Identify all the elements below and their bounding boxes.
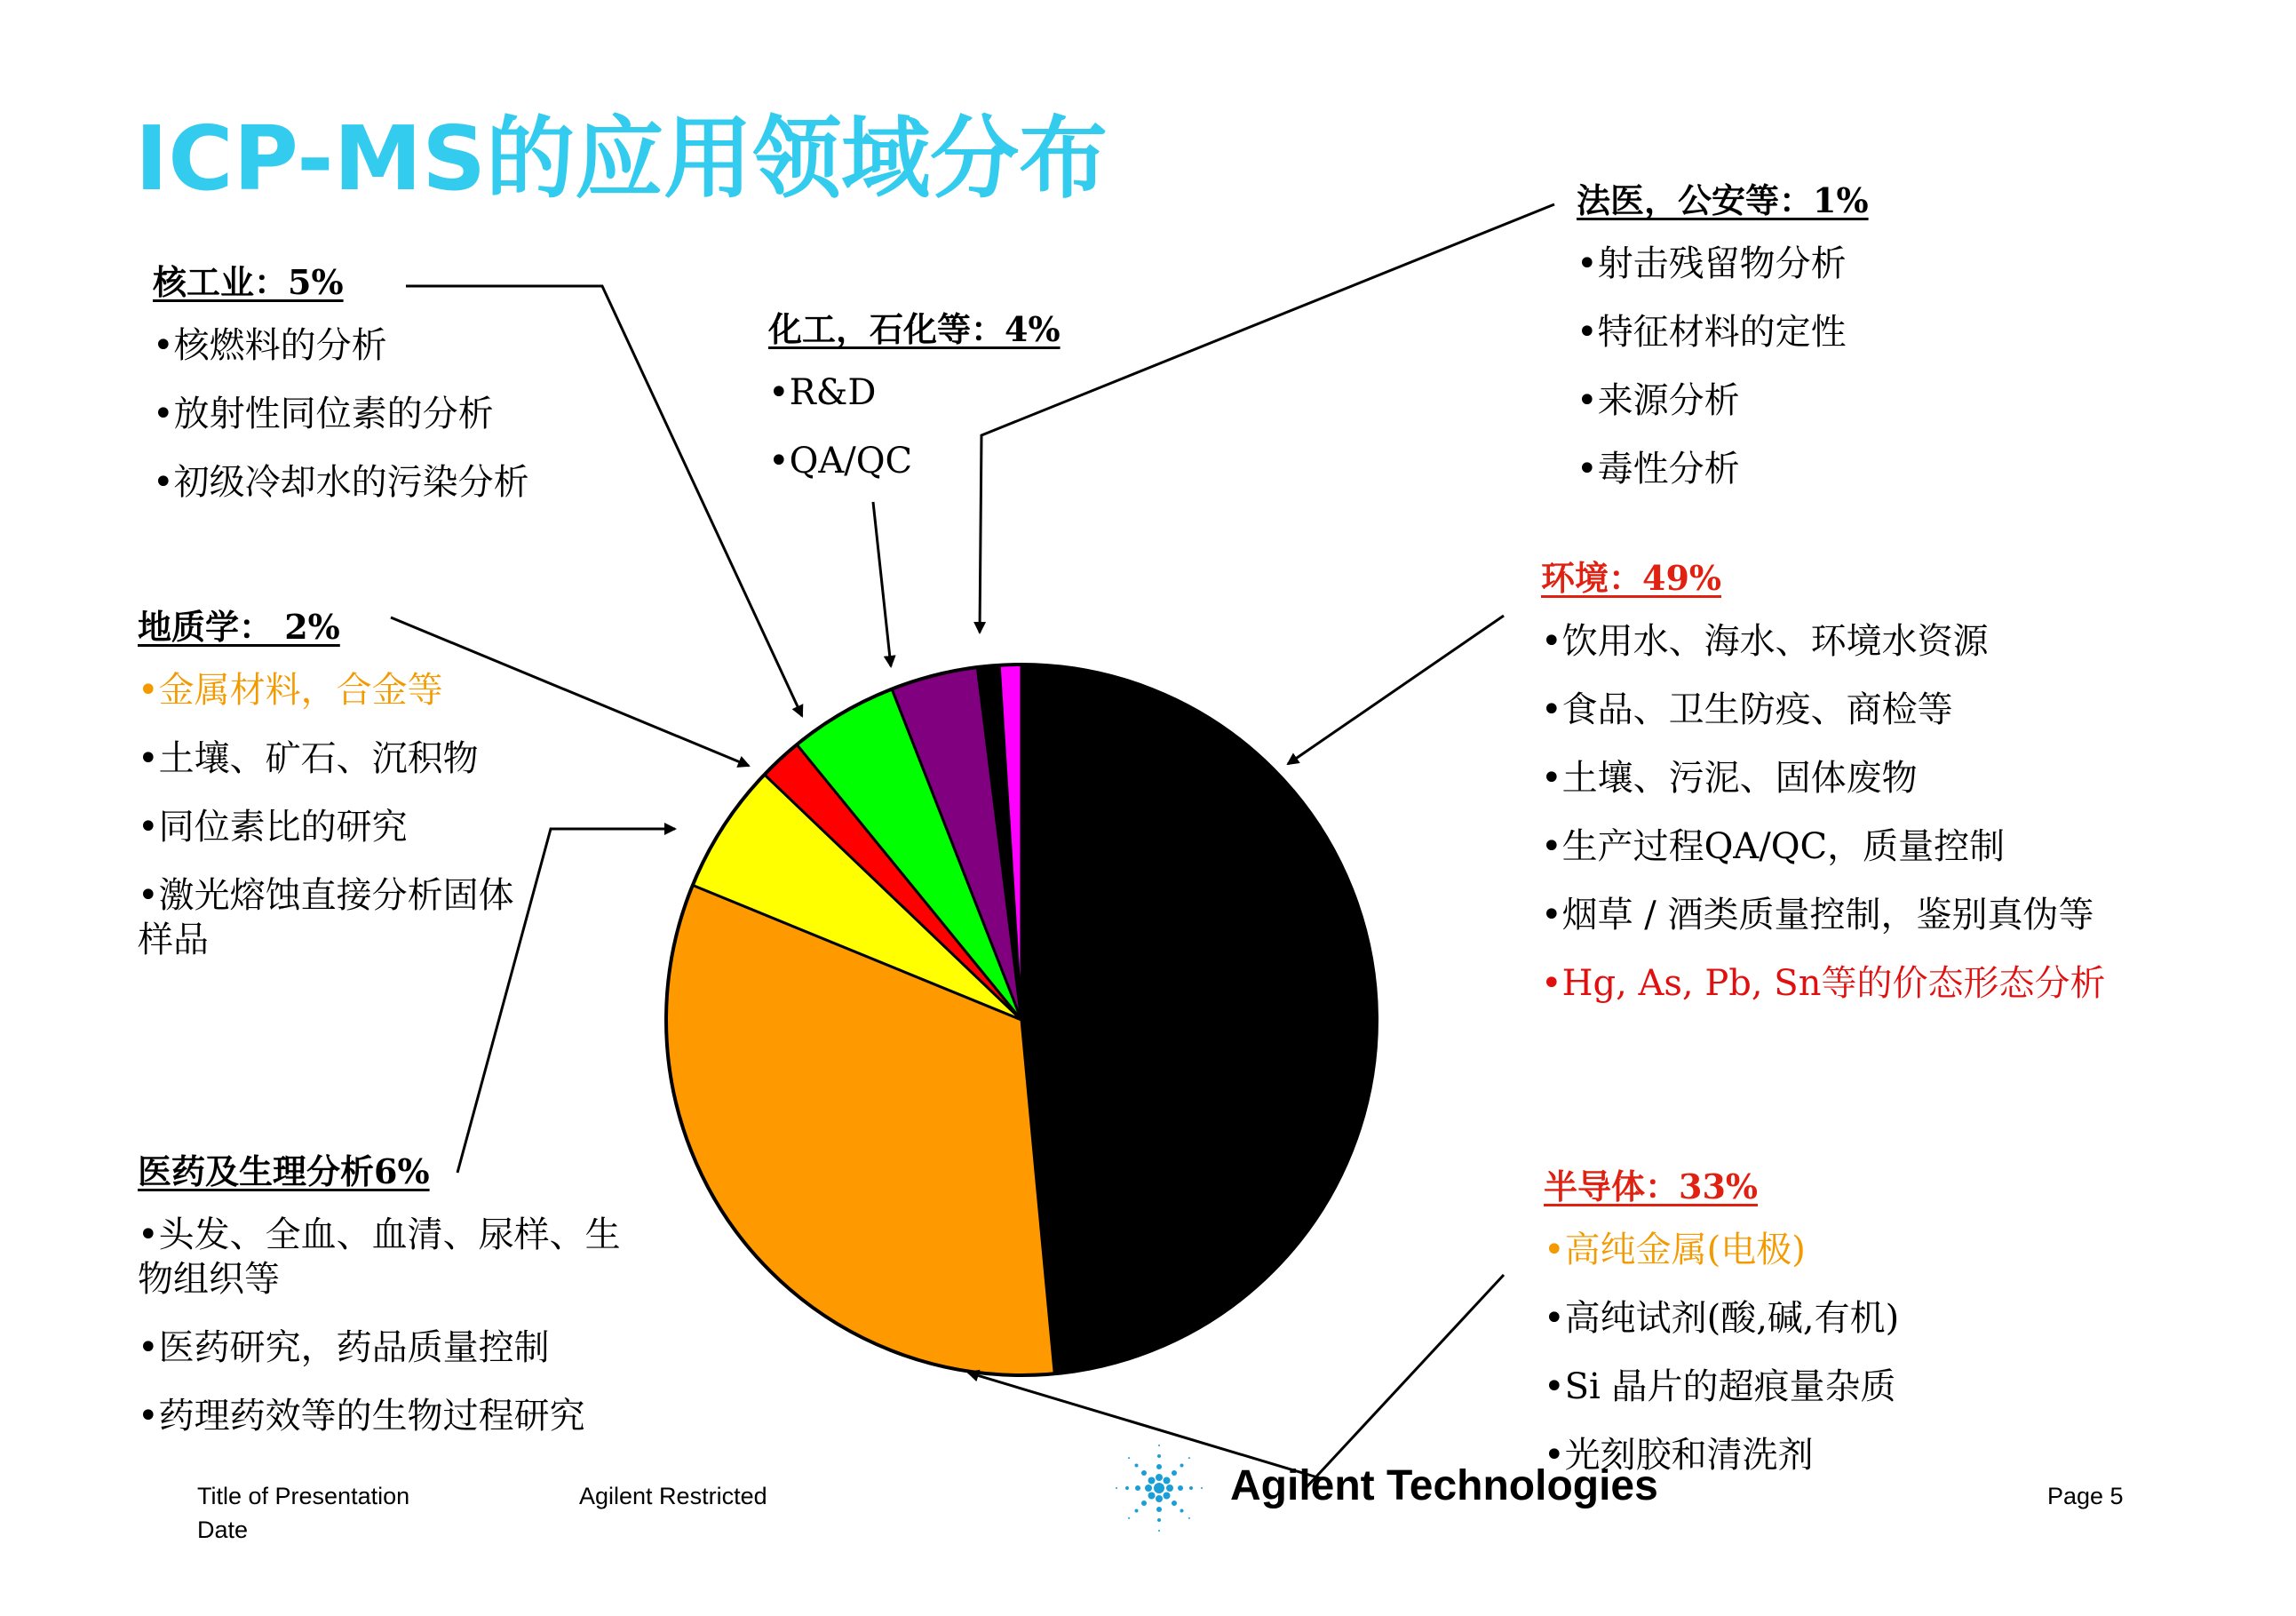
logo-dot — [1156, 1474, 1163, 1481]
logo-dot — [1116, 1487, 1117, 1489]
logo-dot — [1172, 1470, 1177, 1476]
logo-dot — [1135, 1485, 1140, 1491]
footer-date: Date — [197, 1516, 249, 1543]
chemical-item: •R&D — [768, 372, 877, 413]
logo-dot — [1166, 1485, 1173, 1492]
logo-dot — [1141, 1470, 1147, 1476]
logo-dot — [1201, 1487, 1203, 1489]
medical-item: •医药研究，药品质量控制 — [138, 1327, 550, 1368]
agilent-spark-logo-icon — [1101, 1439, 1217, 1537]
logo-dot — [1128, 1457, 1130, 1459]
geology-item: •同位素比的研究 — [138, 807, 408, 848]
logo-dot — [1135, 1464, 1139, 1468]
chemical-block — [768, 302, 1061, 507]
environment-heading: 环境：49% — [1541, 558, 1721, 598]
semiconductor-item: •光刻胶和清洗剂 — [1544, 1435, 1814, 1476]
environment-item: •生产过程QA/QC，质量控制 — [1541, 826, 2006, 867]
logo-dot — [1188, 1457, 1190, 1459]
environment-item: •饮用水、海水、环境水资源 — [1541, 621, 1989, 662]
semiconductor-block — [1544, 1159, 1899, 1501]
logo-dot — [1128, 1517, 1130, 1519]
semiconductor-item: •高纯试剂(酸,碱,有机) — [1544, 1298, 1900, 1339]
logo-dot — [1157, 1454, 1161, 1458]
nuclear-item: •放射性同位素的分析 — [153, 394, 494, 434]
logo-dot — [1148, 1493, 1156, 1500]
nuclear-block — [153, 255, 529, 529]
logo-dot — [1189, 1486, 1193, 1490]
logo-dot — [1164, 1477, 1171, 1485]
geology-item: •激光熔蚀直接分析固体样品 — [138, 875, 514, 960]
logo-dot — [1172, 1501, 1177, 1506]
forensic-item: •特征材料的定性 — [1577, 312, 1847, 353]
logo-dot — [1180, 1464, 1184, 1468]
page-title: ICP-MS的应用领域分布 — [135, 107, 1108, 211]
footer-restricted: Agilent Restricted — [579, 1483, 767, 1509]
logo-dot — [1156, 1507, 1162, 1512]
forensic-item: •射击残留物分析 — [1577, 243, 1847, 284]
logo-dot — [1180, 1509, 1184, 1513]
forensic-item: •来源分析 — [1577, 380, 1740, 421]
leader-chemical — [873, 502, 891, 666]
logo-dot — [1125, 1486, 1129, 1490]
environment-item: •食品、卫生防疫、商检等 — [1541, 689, 1953, 730]
leader-environment — [1288, 616, 1504, 764]
semiconductor-item: •Si 晶片的超痕量杂质 — [1544, 1366, 1896, 1407]
chemical-item: •QA/QC — [768, 441, 913, 482]
forensic-block — [1577, 173, 1869, 515]
medical-heading: 医药及生理分析6% — [138, 1151, 430, 1191]
logo-dot — [1188, 1517, 1190, 1519]
nuclear-heading: 核工业：5% — [153, 262, 344, 302]
logo-dot — [1135, 1509, 1139, 1513]
leader-semiconductor — [1306, 1275, 1504, 1488]
environment-item-highlight: •Hg, As, Pb, Sn等的价态形态分析 — [1541, 963, 2106, 1004]
medical-item: •头发、全血、血清、尿样、生物组织等 — [138, 1214, 621, 1300]
footer-presentation-title: Title of Presentation — [197, 1483, 410, 1509]
pie-slice-0 — [1021, 665, 1377, 1373]
environment-item: •土壤、污泥、固体废物 — [1541, 758, 1918, 799]
medical-block — [138, 1144, 635, 1462]
forensic-heading: 法医，公安等：1% — [1577, 180, 1869, 220]
page-number: Page 5 — [2047, 1483, 2124, 1509]
logo-dot — [1148, 1477, 1156, 1485]
nuclear-item: •初级冷却水的污染分析 — [153, 462, 529, 503]
logo-dot — [1178, 1485, 1183, 1491]
chemical-heading: 化工，石化等：4% — [768, 309, 1061, 349]
environment-block — [1541, 551, 2105, 1030]
footer-title — [197, 1479, 409, 1547]
geology-block — [138, 600, 528, 986]
logo-dot — [1164, 1493, 1171, 1500]
geology-item-highlight: •金属材料，合金等 — [138, 670, 443, 711]
logo-center-dot — [1154, 1483, 1164, 1493]
leader-forensic — [980, 204, 1554, 633]
logo-dot — [1156, 1495, 1163, 1502]
logo-dot — [1156, 1464, 1162, 1469]
logo-dot — [1158, 1530, 1160, 1532]
logo-dot — [1145, 1485, 1152, 1492]
logo-dot — [1158, 1445, 1160, 1446]
logo-dot — [1141, 1501, 1147, 1506]
geology-heading: 地质学： 2% — [138, 607, 340, 647]
semiconductor-item-highlight: •高纯金属(电极) — [1544, 1230, 1806, 1270]
logo-dot — [1157, 1518, 1161, 1522]
agilent-brand: Agilent Technologies — [1230, 1462, 1658, 1509]
geology-item: •土壤、矿石、沉积物 — [138, 738, 479, 779]
environment-item: •烟草 / 酒类质量控制，鉴别真伪等 — [1541, 895, 2094, 935]
forensic-item: •毒性分析 — [1577, 449, 1740, 490]
nuclear-item: •核燃料的分析 — [153, 325, 387, 366]
semiconductor-heading: 半导体：33% — [1544, 1166, 1758, 1206]
medical-item: •药理药效等的生物过程研究 — [138, 1396, 585, 1437]
